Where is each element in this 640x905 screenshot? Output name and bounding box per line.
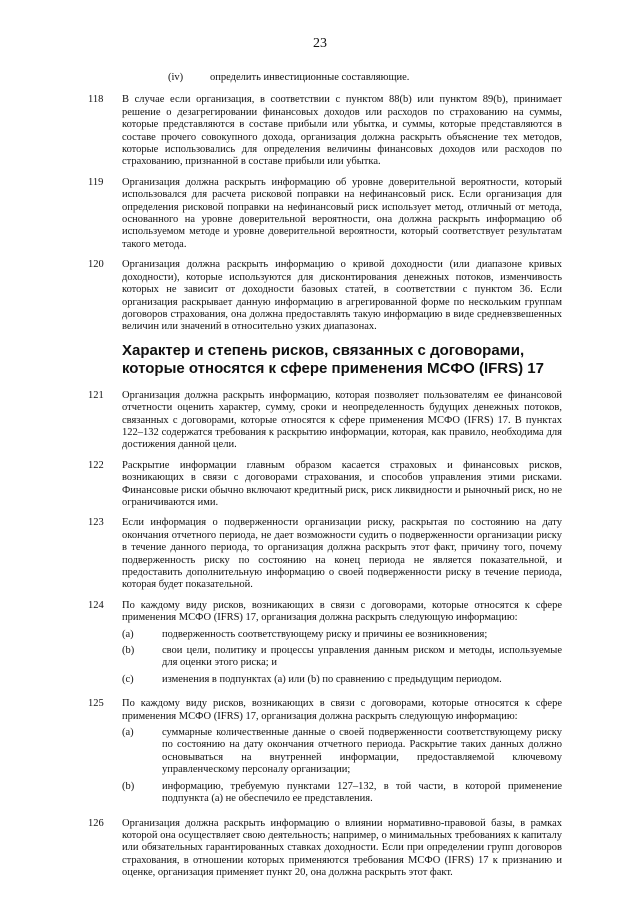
paragraph-126 bbox=[88, 818, 562, 880]
sub-item-label: (b) bbox=[122, 780, 135, 792]
sub-item-text: свои цели, политику и процессы управления данным риском и методы, используемые для оценки этого риска; и bbox=[162, 645, 562, 669]
paragraph-119 bbox=[88, 177, 562, 251]
sub-item-label: (b) bbox=[122, 645, 135, 657]
paragraph-body bbox=[122, 600, 562, 690]
paragraph-text: По каждому виду рисков, возникающих в связи с договорами, которые относятся к сфере применения МСФО (IFRS) 17, организация должна раскрыть следующую информацию: bbox=[122, 599, 562, 624]
sub-item-a bbox=[122, 629, 562, 641]
paragraph-124 bbox=[88, 600, 562, 690]
sub-item-b bbox=[122, 645, 562, 670]
page-number: 23 bbox=[313, 36, 327, 51]
paragraph-number: 118 bbox=[88, 94, 104, 106]
sub-item-label: (a) bbox=[122, 727, 134, 739]
list-item-text: определить инвестиционные составляющие. bbox=[210, 72, 410, 83]
sub-item-text: подверженность соответствующему риску и причины ее возникновения; bbox=[162, 628, 488, 640]
paragraph-text: Раскрытие информации главным образом касается страховых и финансовых рисков, возникающих в связи с договорами страхования, и способов управления этими рисками. Финансовые риски обычно включают кредитный риск, риск ликвидности и рыночный риск, но не ограничиваются ими. bbox=[122, 459, 562, 508]
section-heading: Характер и степень рисков, связанных с договорами, которые относятся к сфере применения МСФО (IFRS) 17 bbox=[122, 341, 544, 377]
sub-item-b bbox=[122, 781, 562, 806]
paragraph-118 bbox=[88, 94, 562, 168]
paragraph-number: 124 bbox=[88, 599, 104, 611]
document-body bbox=[88, 72, 562, 888]
sub-item-text: суммарные количественные данные о своей подверженности соответствующему риску по состоянию на дату окончания отчетного периода. Раскрытие таких данных должно основываться на внутренней информации, предоставляемой ключевому управленческому персоналу организации; bbox=[162, 727, 562, 776]
paragraph-122 bbox=[88, 460, 562, 510]
list-item-iv bbox=[168, 72, 562, 84]
paragraph-121 bbox=[88, 390, 562, 452]
sub-item-label: (a) bbox=[122, 628, 134, 640]
sub-item-label: (c) bbox=[122, 673, 134, 685]
paragraph-120 bbox=[88, 259, 562, 333]
paragraph-number: 123 bbox=[88, 517, 104, 529]
paragraph-text: Организация должна раскрыть информацию об уровне доверительной вероятности, который использовался для расчета рисковой поправки на нефинансовый риск. Если организация для определения рисковой поправки на нефинансовый риск использует метод, отличный от метода, основанного на уровне доверительной вероятности, она должна раскрыть информацию об используемом методе и уровне доверительной вероятности, который соответствует результатам такого метода. bbox=[122, 176, 562, 250]
sub-item-text: информацию, требуемую пунктами 127–132, в той части, в которой применение подпункта (a) не обеспечило ее представления. bbox=[162, 780, 562, 805]
paragraph-125 bbox=[88, 698, 562, 809]
list-item-label: (iv) bbox=[168, 72, 184, 83]
sub-item-a bbox=[122, 727, 562, 777]
paragraph-number: 122 bbox=[88, 459, 104, 471]
sub-item-text: изменения в подпунктах (a) или (b) по сравнению с предыдущим периодом. bbox=[162, 673, 502, 685]
paragraph-text: Если информация о подверженности организации риску, раскрытая по состоянию на дату окончания отчетного периода, не дает возможности судить о подверженности организации риску в течение данного периода, то организация должна раскрыть этот факт, причину того, почему подверженность риску по состоянию на конец периода не является показательной, и предоставить дополнительную информацию о своей подверженности риску в течение периода, которая будет показательной. bbox=[122, 517, 562, 591]
paragraph-123 bbox=[88, 517, 562, 591]
paragraph-number: 121 bbox=[88, 389, 104, 401]
paragraph-text: По каждому виду рисков, возникающих в связи с договорами, которые относятся к сфере применения МСФО (IFRS) 17, организация должна раскрыть следующую информацию: bbox=[122, 698, 562, 722]
paragraph-text: Организация должна раскрыть информацию о влиянии нормативно-правовой базы, в рамках которой она осуществляет свою деятельность; например, о минимальных требованиях к капиталу или обязательных гарантированных ставках доходности. Если при определении групп договоров страхования, в отношении которых применяются требования МСФО (IFRS) 17 к признанию и оценке, организация применяет пункт 20, она должна раскрыть этот факт. bbox=[122, 817, 562, 879]
paragraph-number: 120 bbox=[88, 259, 104, 271]
paragraph-body bbox=[122, 698, 562, 809]
paragraph-text: В случае если организация, в соответствии с пунктом 88(b) или пунктом 89(b), принимает решение о дезагрегировании финансовых доходов или расходов по страхованию на суммы, которые представляются в составе прибыли или убытка, и суммы, которые представляются в составе прочего совокупного дохода, организация должна раскрыть объяснение тех методов, которые использовались для определения величины финансовых доходов или расходов по страхованию, признанной в составе прибыли или убытка. bbox=[122, 94, 562, 168]
paragraph-number: 125 bbox=[88, 698, 104, 710]
paragraph-number: 119 bbox=[88, 176, 104, 188]
sub-item-c bbox=[122, 674, 562, 686]
paragraph-text: Организация должна раскрыть информацию о кривой доходности (или диапазоне кривых доходности), которые используются для дисконтирования денежных потоков, изменчивость которых не зависит от доходности базовых статей, в соответствии с пунктом 36. Если организация раскрывает данную информацию в агрегированной форме по нескольким группам договоров страхования, она должна предоставлять такую информацию в виде средневзвешенных величин или значений в относительно узких диапазонах. bbox=[122, 259, 562, 333]
paragraph-text: Организация должна раскрыть информацию, которая позволяет пользователям ее финансовой отчетности оценить характер, сумму, сроки и неопределенность будущих денежных потоков, связанных с договорами, которые относятся к сфере применения МСФО (IFRS) 17. В пунктах 122–132 содержатся требования к раскрытию информации, которая, как правило, необходима для достижения данной цели. bbox=[122, 389, 562, 451]
paragraph-number: 126 bbox=[88, 817, 104, 829]
